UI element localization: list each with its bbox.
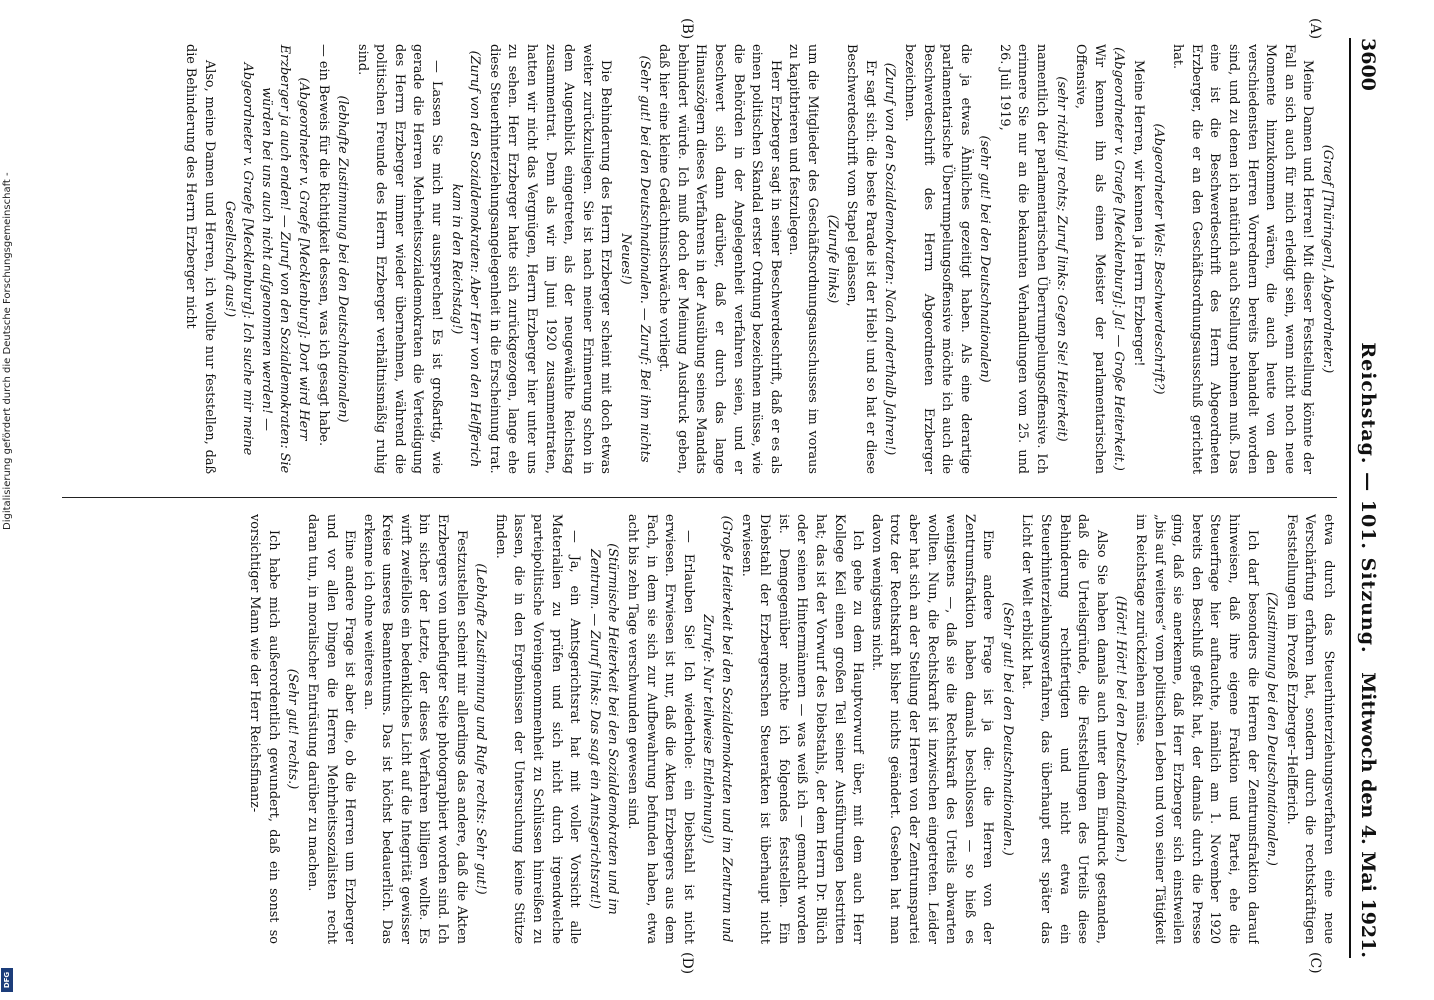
paragraph: Er sagt sich: die beste Parade ist der Hieb! und so hat er diese Beschwerdeschrift vom Stapel gelassen, (844, 44, 878, 474)
interjection: (Lebhafte Zustimmung und Rufe rechts: Sehr gut!) (473, 563, 489, 895)
interjection: (Abgeordneter Wels: Beschwerdeschrift?) (1150, 123, 1166, 395)
scanned-page (45, 8, 1395, 988)
paragraph: Festzustellen scheint mir allerdings das andere, daß die Akten Erzbergers von unbefugter Seite photographiert worden sind. Ich bin sicher der Letzte, der dieses Verfahren billigen wollte. Es wirft zweifellos ein bedenkliches Licht auf die Integrität gewisser Kreise unseres Beamtentums. Das ist höchst bedauerlich. Das erkenne ich ohne weiteres an. (360, 514, 469, 944)
interjection: (sehr gut! bei den Deutschnationalen) (977, 135, 993, 383)
interjection: (Sehr gut! bei den Deutschnationalen.) (999, 602, 1015, 856)
page-title: Reichstag. — 101. Sitzung. (1357, 342, 1379, 654)
paragraph: etwa durch das Steuerhinterziehungsverfahren eine neue Verschärfung erfahren hat, sondern durch die rechtskräftigen Feststellungen im Prozeß Erzberger–Helfferich. (1283, 514, 1336, 944)
paragraph: Ich gehe zu dem Hauptvorwurf über, mit dem auch Herr Kollege Keil einen großen Teil seiner Ausführungen bestritten hat; das ist der Vorwurf des Diebstahls, der dem Herrn Dr. Blüch oder seinen Hintermännern — was weiß ich — gemacht worden ist. Demgegenüber möchte ich folgendes feststellen. Ein Diebstahl der Erzbergerschen Steuerakten ist überhaupt nicht erwiesen. (738, 514, 866, 944)
paragraph: Wir kennen ihn als einen Meister der parlamentarischen Offensive, (1073, 44, 1107, 474)
paragraph: namentlich der parlamentarischen Überrumpelungsoffensive. Ich erinnere Sie nur an die bekannten Verhandlungen vom 25. und 26. Juli 1919, (996, 44, 1050, 474)
right-column (62, 514, 1337, 944)
paragraph: Also, meine Damen und Herren, ich wollte nur feststellen, daß die Behinderung des Herrn Erzberger nicht (183, 44, 217, 474)
interjection: (Zuruf von den Sozialdemokraten: Aber Herr von den Helfferich kam in den Reichstag!) (448, 50, 483, 468)
interjection: (Sehr gut! bei den Deutschnationalen. — Zuruf: Bei ihm nichts Neues!) (618, 55, 652, 463)
paragraph: Ich habe mich außerordentlich gewundert, daß ein sonst so vorsichtiger Mann wie der Herr Reichsfinanz- (247, 514, 281, 944)
paragraph: — Ja, ein Amtsgerichtsrat hat mit voller Vorsicht alle Materialien zu prüfen und sich nicht durch irgendwelche parteipolitische Voreingenommenheit zu Schlüssen hinreißen zu lassen, die in den Ergebnissen der Untersuchung keine Stütze finden. (492, 514, 583, 944)
paragraph: Herr Erzberger sagt in seiner Beschwerdeschrift, daß er es als einen politischen Skandal erster Ordnung bezeichnen müsse, wie die Behörden in der Angelegenheit verfahren seien, und er beschwert sich dann darüber, daß er durch das lange Hinauszögern dieses Verfahrens in der Ausübung seines Mandats behindert würde. Ich muß doch der Meinung Ausdruck geben, daß hier eine kleine Gedächtnisschwäche vorliegt. (656, 44, 783, 474)
paragraph: — ein Beweis für die Richtigkeit dessen, was ich gesagt habe. (315, 44, 331, 447)
dfg-logo (1, 968, 13, 992)
interjection: (Abgeordneter v. Graefe [Mecklenburg]: Ja! — Große Heiterkeit.) (1111, 47, 1127, 471)
column-divider (62, 497, 1337, 498)
margin-marker-b: (B) (679, 18, 695, 40)
interjection: (Stürmische Heiterkeit bei den Sozialdemokraten und im Zentrum. — Zuruf links: Das sagt ein Amtsgerichtsrat!) (586, 543, 621, 915)
paragraph: Ich darf besonders die Herren der Zentrumsfraktion darauf hinweisen, daß ihre eigene Fraktion und Partei, ehe die Steuerfrage hier auftauchte, nämlich am 1. November 1920 bereits den Beschluß gefaßt hat, der damals durch die Presse ging, daß sie anerkenne, daß Herr Erzberger sich einstweilen „bis auf weiteres“ vom politischen Leben und von seiner Tätigkeit im Reichstage zurückziehen müsse. (1133, 514, 1260, 944)
interjection: (Sehr gut! rechts.) (285, 668, 301, 790)
paragraph: Also Sie haben damals auch unter dem Eindruck gestanden, daß die Urteilsgründe, die Feststellungen des Urteils diese Behinderung rechtfertigten und nicht etwa ein Steuerhinterziehungsverfahren, das überhaupt erst später das Licht der Welt erblickt hat. (1019, 514, 1109, 944)
paragraph: Meine Damen und Herren! Mit dieser Feststellung könnte der Fall an sich auch für mich erledigt sein, wenn nicht noch neue Momente hinzukommen wären, die auch heute von den verschiedensten Herren Vorrednern bereits behandelt worden sind, und zu denen ich natürlich auch Stellung nehmen muß. Das eine ist die Beschwerdeschrift des Herrn Abgeordneten Erzberger, die er an den Geschäftsordnungsausschuß gerichtet hat. (1170, 44, 1316, 474)
interjection: (Zuruf von den Sozialdemokraten: Nach anderthalb Jahren!) (882, 62, 898, 456)
interjection: (lebhafte Zustimmung bei den Deutschnationalen) (335, 95, 351, 423)
interjection: (sehr richtig! rechts; Zuruf links: Gegen Sie! Heiterkeit) (1053, 76, 1069, 442)
interjection: (Abgeordneter v. Graefe [Mecklenburg]: Dort wird Herr Erzberger ja auch enden! — Zuruf von den Sozialdemokraten: Sie würden bei uns auch nicht aufgenommen werden! — Abgeordneter v. Graefe [Mecklenburg]: Ich suche mir meine Gesellschaft aus!) (221, 44, 311, 474)
paragraph: Eine andere Frage ist ja die: die Herren von der Zentrumsfraktion haben damals beschlossen — so hieß es wenigstens —, daß sie die Rechtskraft des Urteils abwarten wollten. Nun, die Rechtskraft ist inzwischen eingetreten. Leider aber hat sich an der Stellung der Herren von der Zentrumspartei trotz der Rechtskraft bisher nichts geändert. Gesehen hat man davon wenigstens nicht. (868, 514, 996, 944)
interjection: (Zustimmung bei den Deutschnationalen.) (1264, 592, 1280, 866)
interjection: (Hört! Hört! bei den Deutschnationalen.) (1113, 595, 1129, 863)
session-date: Mittwoch den 4. Mai 1921. (1357, 672, 1379, 958)
paragraph: — Lassen Sie mich nur aussprechen! Es ist großartig, wie gerade die Herren Mehrheitssozialdemokraten die Verteidigung des Herrn Erzberger immer wieder übernehmen, während die politischen Freunde des Herrn Erzberger verhältnismäßig ruhig sind. (354, 44, 445, 474)
page-number: 3600 (1357, 38, 1379, 91)
paragraph: Meine Herren, wir kennen ja Herrn Erzberger! (1131, 60, 1147, 367)
paragraph: Eine andere Frage ist aber die, ob die Herren um Erzberger und vor allen Dingen die Herren Mehrheitssozialisten recht daran tun, in moralischer Entrüstung darüber zu machen. (304, 514, 358, 944)
margin-marker-a: (A) (1307, 18, 1323, 40)
paragraph: Die Behinderung des Herrn Erzberger scheint mit doch etwas weiter zurückzuliegen. Sie ist nach meiner Erinnerung schon in dem Augenblick eingetreten, als der neugewählte Reichstag zusammentrat. Denn als wir im Juni 1920 zusammentraten, hatten wir nicht das Vergnügen, Herrn Erzberger hier unter uns zu sehen. Herr Erzberger hatte sich zurückgezogen, lange ehe diese Steuerhinterziehungsangelegenheit in die Erscheinung trat. (486, 44, 614, 474)
left-column (62, 44, 1337, 474)
paragraph: die ja etwas Ähnliches gezeitigt haben. Als eine derartige parlamentarische Überrumpelungsoffensive möchte ich auch die Beschwerdeschrift des Herrn Abgeordneten Erzberger bezeichnen. (901, 44, 973, 474)
margin-marker-d: (D) (679, 952, 695, 975)
paragraph: — Erlauben Sie! Ich wiederhole: ein Diebstahl ist nicht erwiesen. Erwiesen ist nur, daß die Akten Erzbergers aus dem Fach, in dem sie sich zur Aufbewahrung befunden haben, etwa acht bis zehn Tage verschwunden gewesen sind. (625, 514, 696, 944)
interjection: (Große Heiterkeit bei den Sozialdemokraten und im Zentrum und Zurufe: Nur teilweise Entlehnung!) (700, 515, 734, 943)
margin-marker-c: (C) (1307, 952, 1323, 974)
paragraph: um die Mitglieder des Geschäftsordnungsausschusses im voraus zu kapitbrieren und festzulegen. (786, 44, 820, 474)
dfg-logo-text: DFG (3, 971, 11, 989)
page-header (1349, 38, 1385, 958)
digitization-note: Digitalisierung gefördert durch die Deutsche Forschungsgemeinschaft - (2, 172, 13, 530)
interjection: (Zurufe links) (824, 214, 840, 304)
speaker-line: (Graef [Thüringen], Abgeordneter.) (1320, 144, 1335, 374)
